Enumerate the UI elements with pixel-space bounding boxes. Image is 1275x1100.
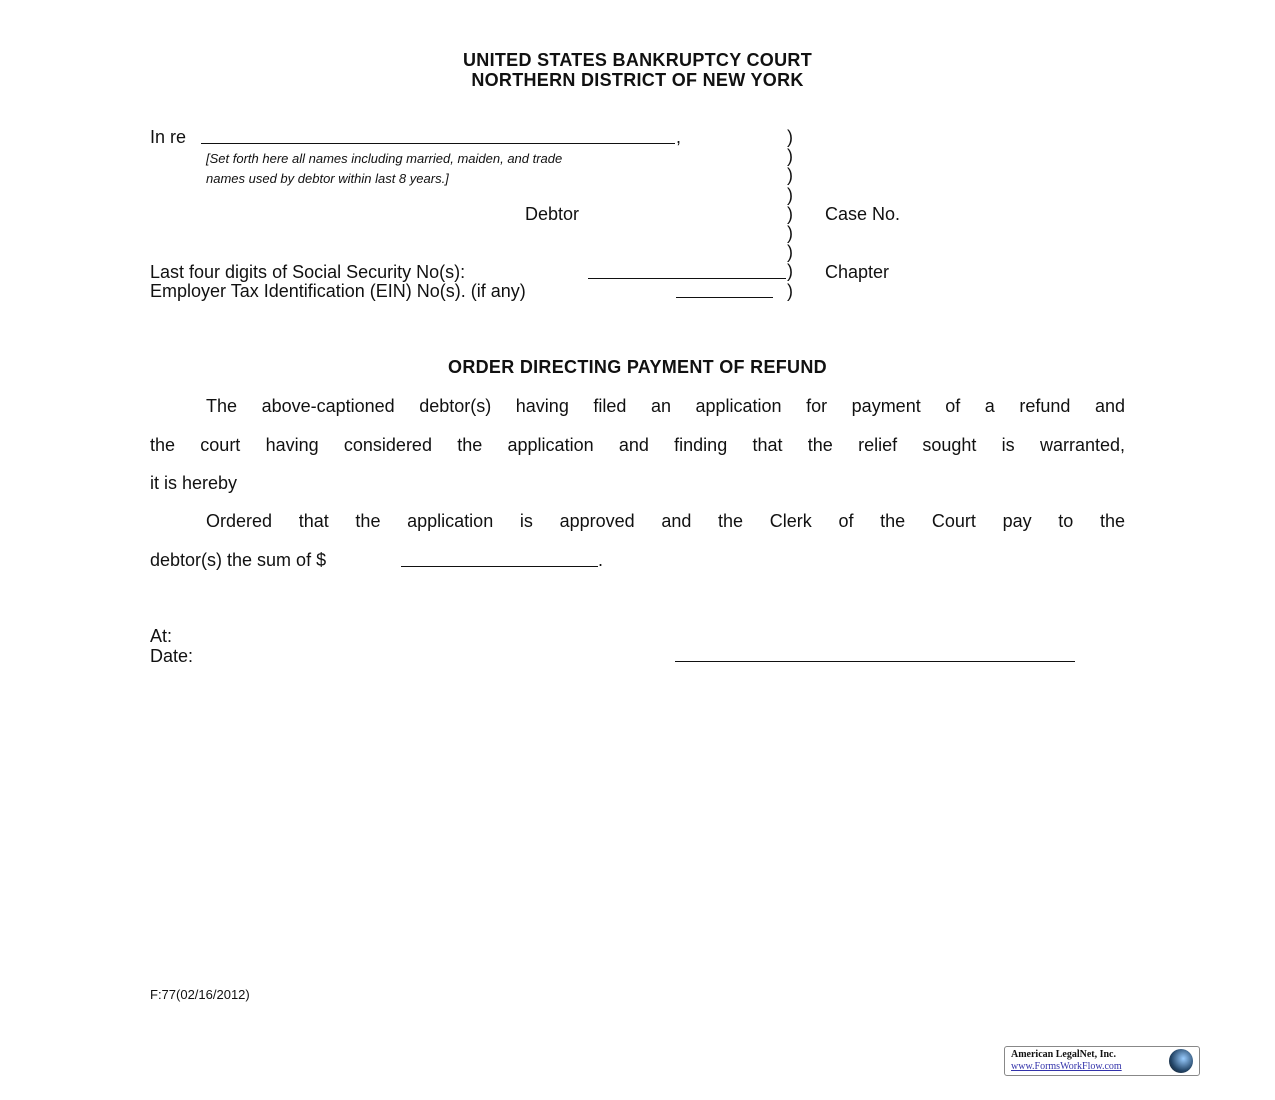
paren: ) [787, 127, 793, 147]
court-name: UNITED STATES BANKRUPTCY COURT [462, 50, 812, 70]
paren: ) [787, 242, 793, 263]
debtor-name-line[interactable] [201, 143, 675, 144]
body-line-1: The above-captioned debtor(s) having filed an application for payment of a refund and [206, 396, 1125, 416]
paren: ) [787, 261, 793, 282]
body-line-4: Ordered that the application is approved and the Clerk of the Court pay to the [206, 511, 1125, 531]
sum-line[interactable] [401, 566, 598, 567]
ein-label: Employer Tax Identification (EIN) No(s). (if any) [150, 281, 526, 301]
sum-label: debtor(s) the sum of $ [150, 550, 327, 570]
paren: ) [787, 146, 793, 167]
date-label: Date: [150, 646, 194, 666]
paren: ) [787, 223, 793, 244]
legalnet-logo[interactable] [1004, 1046, 1200, 1076]
signature-line[interactable] [675, 661, 1075, 662]
order-title: ORDER DIRECTING PAYMENT OF REFUND [448, 357, 827, 377]
names-note-2: names used by debtor within last 8 years.] [206, 171, 449, 186]
paren: ) [787, 280, 793, 301]
paren: ) [787, 184, 793, 205]
at-label: At: [150, 626, 173, 646]
ein-line[interactable] [676, 297, 773, 298]
form-id: F:77(02/16/2012) [150, 987, 250, 1002]
period: . [598, 550, 604, 570]
district-name: NORTHERN DISTRICT OF NEW YORK [471, 70, 804, 90]
case-no-label: Case No. [825, 204, 901, 224]
body-line-3: it is hereby [150, 473, 238, 493]
globe-icon [1169, 1049, 1193, 1073]
caption-parens [787, 128, 793, 301]
names-note-1: [Set forth here all names including married, maiden, and trade [206, 151, 563, 166]
comma: , [676, 127, 682, 147]
ssn-label: Last four digits of Social Security No(s): [150, 262, 466, 282]
logo-name: American LegalNet, Inc. [1011, 1049, 1116, 1060]
body-line-2: the court having considered the application and finding that the relief sought is warranted, [150, 435, 1125, 455]
ssn-line[interactable] [588, 278, 786, 279]
debtor-label: Debtor [525, 204, 580, 224]
in-re-label: In re [150, 127, 187, 147]
paren: ) [787, 165, 793, 186]
paren: ) [787, 203, 793, 224]
chapter-label: Chapter [825, 262, 890, 282]
logo-url[interactable]: www.FormsWorkFlow.com [1011, 1061, 1122, 1072]
